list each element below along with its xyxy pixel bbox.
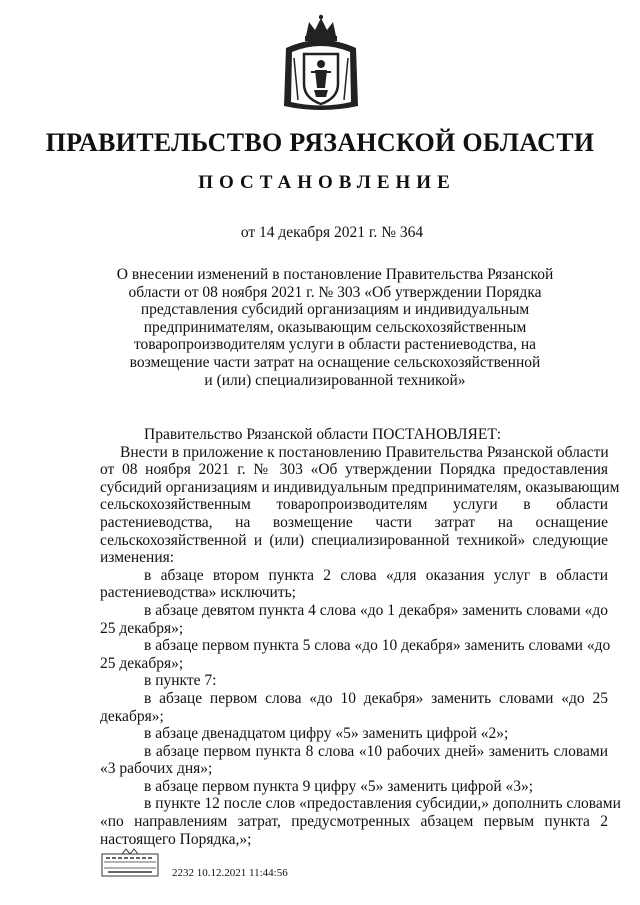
subject-line: предпринимателям, оказывающим сельскохозяйственным [143,318,527,336]
date-and-number: от 14 декабря 2021 г. № 364 [240,224,424,241]
subject-line: О внесении изменений в постановление Правительства Рязанской [116,266,554,283]
subject-line: области от 08 ноября 2021 г. № 303 «Об утверждении Порядка [128,283,542,301]
body-line: в абзаце девятом пункта 4 слова «до 1 декабря» заменить словами «до [144,601,608,619]
body-line: «по направлениям затрат, предусмотренных абзацем первым пункта 2 [100,813,608,831]
coat-of-arms-emblem [278,14,364,114]
subject-line: возмещение части затрат на оснащение сельскохозяйственной [129,353,541,371]
body-line: в абзаце первом пункта 9 цифру «5» заменить цифрой «3»; [144,777,534,795]
body-line: Правительство Рязанской области ПОСТАНОВЛЯЕТ: [144,426,502,443]
body-line: в абзаце первом слова «до 10 декабря» заменить словами «до 25 [144,689,608,707]
body-line: растениеводства, на возмещение части затрат на оснащение [100,513,608,531]
body-line: в пункте 7: [144,672,217,690]
government-title: ПРАВИТЕЛЬСТВО РЯЗАНСКОЙ ОБЛАСТИ [45,128,595,157]
body-line: сельскохозяйственным товаропроизводителям услуги в области [100,496,608,514]
body-line: изменения: [100,549,175,567]
body-line: в абзаце двенадцатом цифру «5» заменить цифрой «2»; [144,725,509,743]
body-line: сельскохозяйственной и (или) специализированной техникой» следующие [100,531,608,549]
body-line: декабря»; [100,707,164,725]
document-type-heading: ПОСТАНОВЛЕНИЕ [198,172,456,193]
body-line: в абзаце втором пункта 2 слова «для оказания услуг в области [144,566,608,584]
coat-of-arms-icon [278,14,364,114]
subject-line: представления субсидий организациям и индивидуальным [140,301,530,319]
registration-number: 2232 10.12.2021 11:44:56 [172,867,288,879]
body-line: от 08 ноября 2021 г. № 303 «Об утверждении Порядка предоставления [100,461,608,479]
body-line: 25 декабря»; [100,619,184,637]
document-subject [108,266,562,389]
body-line: в абзаце первом пункта 5 слова «до 10 декабря» заменить словами «до [144,637,611,655]
body-line: Внести в приложение к постановлению Правительства Рязанской области [120,443,609,461]
body-line: «3 рабочих дня»; [100,760,213,778]
document-body [100,426,621,848]
body-line: в абзаце первом пункта 8 слова «10 рабочих дней» заменить словами [144,742,608,760]
body-line: растениеводства» исключить; [100,584,296,602]
registration-stamp-icon [100,848,160,878]
subject-line: товаропроизводителям услуги в области растениеводства, на [133,336,537,354]
registration-footer [100,848,400,884]
body-line: настоящего Порядка,»; [100,830,252,848]
body-line: в пункте 12 после слов «предоставления субсидии,» дополнить словами [144,795,621,813]
subject-line: и (или) специализированной техникой» [204,371,466,389]
body-line: 25 декабря»; [100,654,184,672]
body-line: субсидий организациям и индивидуальным предпринимателям, оказывающим [100,478,620,496]
